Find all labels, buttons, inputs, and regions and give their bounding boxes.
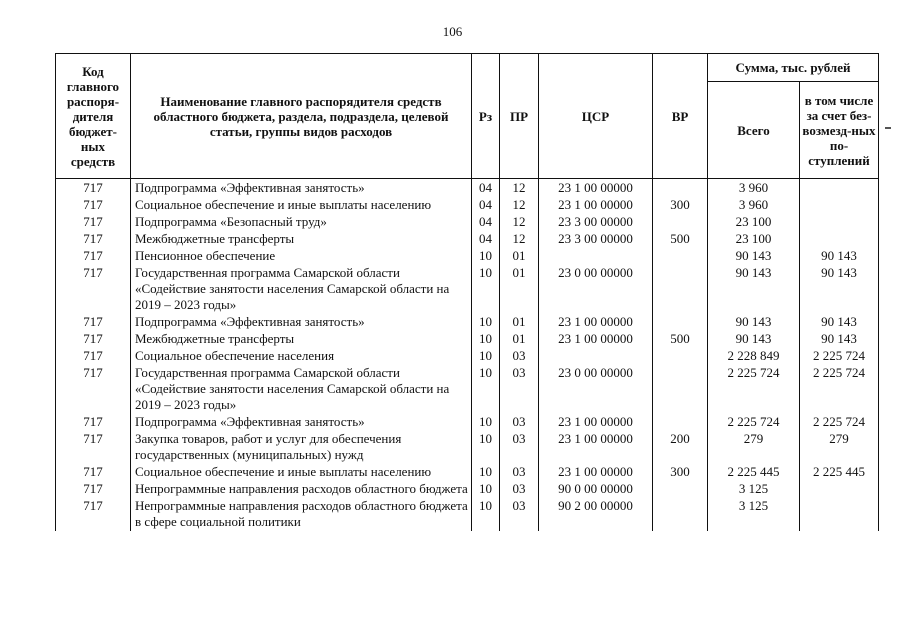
cell-code: 717 — [56, 348, 131, 365]
cell-vr — [653, 248, 708, 265]
cell-incl — [800, 231, 879, 248]
cell-rz: 10 — [472, 348, 500, 365]
cell-rz: 10 — [472, 464, 500, 481]
cell-csr: 23 1 00 00000 — [539, 331, 653, 348]
cell-code: 717 — [56, 265, 131, 314]
cell-pr: 03 — [500, 348, 539, 365]
cell-total: 2 225 724 — [708, 365, 800, 414]
table-row — [56, 265, 879, 314]
cell-incl: 90 143 — [800, 314, 879, 331]
cell-vr — [653, 348, 708, 365]
cell-total: 90 143 — [708, 248, 800, 265]
cell-total: 23 100 — [708, 231, 800, 248]
cell-csr — [539, 348, 653, 365]
cell-vr — [653, 265, 708, 314]
cell-csr: 23 3 00 00000 — [539, 214, 653, 231]
cell-name: Закупка товаров, работ и услуг для обеспечения государственных (муниципальных) нужд — [131, 431, 472, 464]
cell-code: 717 — [56, 464, 131, 481]
cell-code: 717 — [56, 214, 131, 231]
cell-pr: 03 — [500, 464, 539, 481]
cell-rz: 10 — [472, 498, 500, 531]
cell-code: 717 — [56, 481, 131, 498]
table-body — [56, 179, 879, 532]
cell-pr: 03 — [500, 498, 539, 531]
table-row — [56, 197, 879, 214]
cell-vr — [653, 414, 708, 431]
table-row — [56, 231, 879, 248]
cell-pr: 12 — [500, 231, 539, 248]
cell-rz: 10 — [472, 331, 500, 348]
cell-pr: 03 — [500, 414, 539, 431]
cell-code: 717 — [56, 498, 131, 531]
cell-code: 717 — [56, 314, 131, 331]
cell-vr — [653, 365, 708, 414]
table-row — [56, 481, 879, 498]
cell-name: Подпрограмма «Эффективная занятость» — [131, 314, 472, 331]
table-row — [56, 365, 879, 414]
cell-incl — [800, 481, 879, 498]
header-total: Всего — [708, 82, 800, 179]
cell-name: Подпрограмма «Эффективная занятость» — [131, 179, 472, 198]
cell-vr: 500 — [653, 231, 708, 248]
cell-total: 3 960 — [708, 179, 800, 198]
cell-name: Подпрограмма «Безопасный труд» — [131, 214, 472, 231]
header-rz: Рз — [472, 54, 500, 179]
cell-rz: 04 — [472, 214, 500, 231]
cell-pr: 12 — [500, 179, 539, 198]
header-vr: ВР — [653, 54, 708, 179]
margin-mark — [885, 127, 891, 129]
header-sum: Сумма, тыс. рублей — [708, 54, 879, 82]
cell-incl: 2 225 724 — [800, 365, 879, 414]
table-row — [56, 348, 879, 365]
cell-total: 2 225 445 — [708, 464, 800, 481]
cell-rz: 10 — [472, 248, 500, 265]
cell-csr — [539, 248, 653, 265]
cell-name: Непрограммные направления расходов областного бюджета — [131, 481, 472, 498]
cell-incl: 90 143 — [800, 331, 879, 348]
cell-total: 3 125 — [708, 498, 800, 531]
cell-total: 279 — [708, 431, 800, 464]
cell-name: Подпрограмма «Эффективная занятость» — [131, 414, 472, 431]
table-row — [56, 431, 879, 464]
cell-incl: 2 225 724 — [800, 414, 879, 431]
cell-vr: 300 — [653, 197, 708, 214]
header-code: Код главного распоря-дителя бюджет-ных средств — [56, 54, 131, 179]
cell-rz: 10 — [472, 431, 500, 464]
cell-name: Пенсионное обеспечение — [131, 248, 472, 265]
table-row — [56, 331, 879, 348]
cell-code: 717 — [56, 231, 131, 248]
cell-vr: 300 — [653, 464, 708, 481]
cell-rz: 10 — [472, 481, 500, 498]
cell-incl: 2 225 724 — [800, 348, 879, 365]
cell-name: Социальное обеспечение и иные выплаты населению — [131, 464, 472, 481]
cell-pr: 01 — [500, 314, 539, 331]
cell-csr: 23 0 00 00000 — [539, 365, 653, 414]
header-incl: в том числе за счет без-возмезд-ных по-ступлений — [800, 82, 879, 179]
cell-incl: 90 143 — [800, 248, 879, 265]
cell-total: 3 960 — [708, 197, 800, 214]
cell-code: 717 — [56, 248, 131, 265]
cell-incl — [800, 179, 879, 198]
cell-rz: 04 — [472, 179, 500, 198]
cell-total: 2 228 849 — [708, 348, 800, 365]
cell-rz: 10 — [472, 265, 500, 314]
cell-code: 717 — [56, 414, 131, 431]
cell-rz: 10 — [472, 365, 500, 414]
budget-table — [55, 53, 879, 531]
table-row — [56, 464, 879, 481]
cell-total: 2 225 724 — [708, 414, 800, 431]
table-row — [56, 414, 879, 431]
cell-total: 23 100 — [708, 214, 800, 231]
cell-code: 717 — [56, 431, 131, 464]
cell-code: 717 — [56, 331, 131, 348]
header-pr: ПР — [500, 54, 539, 179]
cell-name: Непрограммные направления расходов областного бюджета в сфере социальной политики — [131, 498, 472, 531]
cell-rz: 04 — [472, 231, 500, 248]
cell-csr: 23 1 00 00000 — [539, 197, 653, 214]
cell-csr: 23 3 00 00000 — [539, 231, 653, 248]
cell-total: 90 143 — [708, 331, 800, 348]
cell-rz: 10 — [472, 414, 500, 431]
cell-csr: 23 1 00 00000 — [539, 179, 653, 198]
cell-rz: 04 — [472, 197, 500, 214]
cell-name: Межбюджетные трансферты — [131, 331, 472, 348]
cell-csr: 90 2 00 00000 — [539, 498, 653, 531]
cell-total: 90 143 — [708, 314, 800, 331]
cell-csr: 23 0 00 00000 — [539, 265, 653, 314]
cell-pr: 03 — [500, 365, 539, 414]
table-row — [56, 214, 879, 231]
cell-csr: 23 1 00 00000 — [539, 414, 653, 431]
cell-vr — [653, 179, 708, 198]
header-name: Наименование главного распорядителя средств областного бюджета, раздела, подраздела, целевой статьи, группы видов расходов — [131, 54, 472, 179]
cell-pr: 03 — [500, 431, 539, 464]
cell-code: 717 — [56, 179, 131, 198]
page-number: 106 — [442, 24, 463, 39]
cell-pr: 01 — [500, 331, 539, 348]
cell-rz: 10 — [472, 314, 500, 331]
table-row — [56, 248, 879, 265]
cell-csr: 90 0 00 00000 — [539, 481, 653, 498]
cell-pr: 01 — [500, 248, 539, 265]
cell-pr: 01 — [500, 265, 539, 314]
cell-csr: 23 1 00 00000 — [539, 314, 653, 331]
cell-incl — [800, 214, 879, 231]
cell-vr — [653, 481, 708, 498]
cell-incl: 2 225 445 — [800, 464, 879, 481]
cell-csr: 23 1 00 00000 — [539, 431, 653, 464]
cell-pr: 12 — [500, 214, 539, 231]
cell-vr — [653, 214, 708, 231]
header-csr: ЦСР — [539, 54, 653, 179]
cell-csr: 23 1 00 00000 — [539, 464, 653, 481]
table-row — [56, 179, 879, 198]
cell-total: 3 125 — [708, 481, 800, 498]
cell-name: Межбюджетные трансферты — [131, 231, 472, 248]
cell-incl: 90 143 — [800, 265, 879, 314]
cell-vr — [653, 498, 708, 531]
cell-incl — [800, 498, 879, 531]
cell-name: Социальное обеспечение и иные выплаты населению — [131, 197, 472, 214]
table-row — [56, 498, 879, 531]
budget-table-container — [55, 53, 878, 531]
cell-pr: 03 — [500, 481, 539, 498]
cell-pr: 12 — [500, 197, 539, 214]
cell-code: 717 — [56, 365, 131, 414]
cell-code: 717 — [56, 197, 131, 214]
table-row — [56, 314, 879, 331]
cell-incl — [800, 197, 879, 214]
cell-vr: 500 — [653, 331, 708, 348]
cell-name: Социальное обеспечение населения — [131, 348, 472, 365]
cell-incl: 279 — [800, 431, 879, 464]
cell-total: 90 143 — [708, 265, 800, 314]
cell-vr: 200 — [653, 431, 708, 464]
cell-name: Государственная программа Самарской области «Содействие занятости населения Самарской области на 2019 – 2023 годы» — [131, 365, 472, 414]
cell-vr — [653, 314, 708, 331]
cell-name: Государственная программа Самарской области «Содействие занятости населения Самарской области на 2019 – 2023 годы» — [131, 265, 472, 314]
